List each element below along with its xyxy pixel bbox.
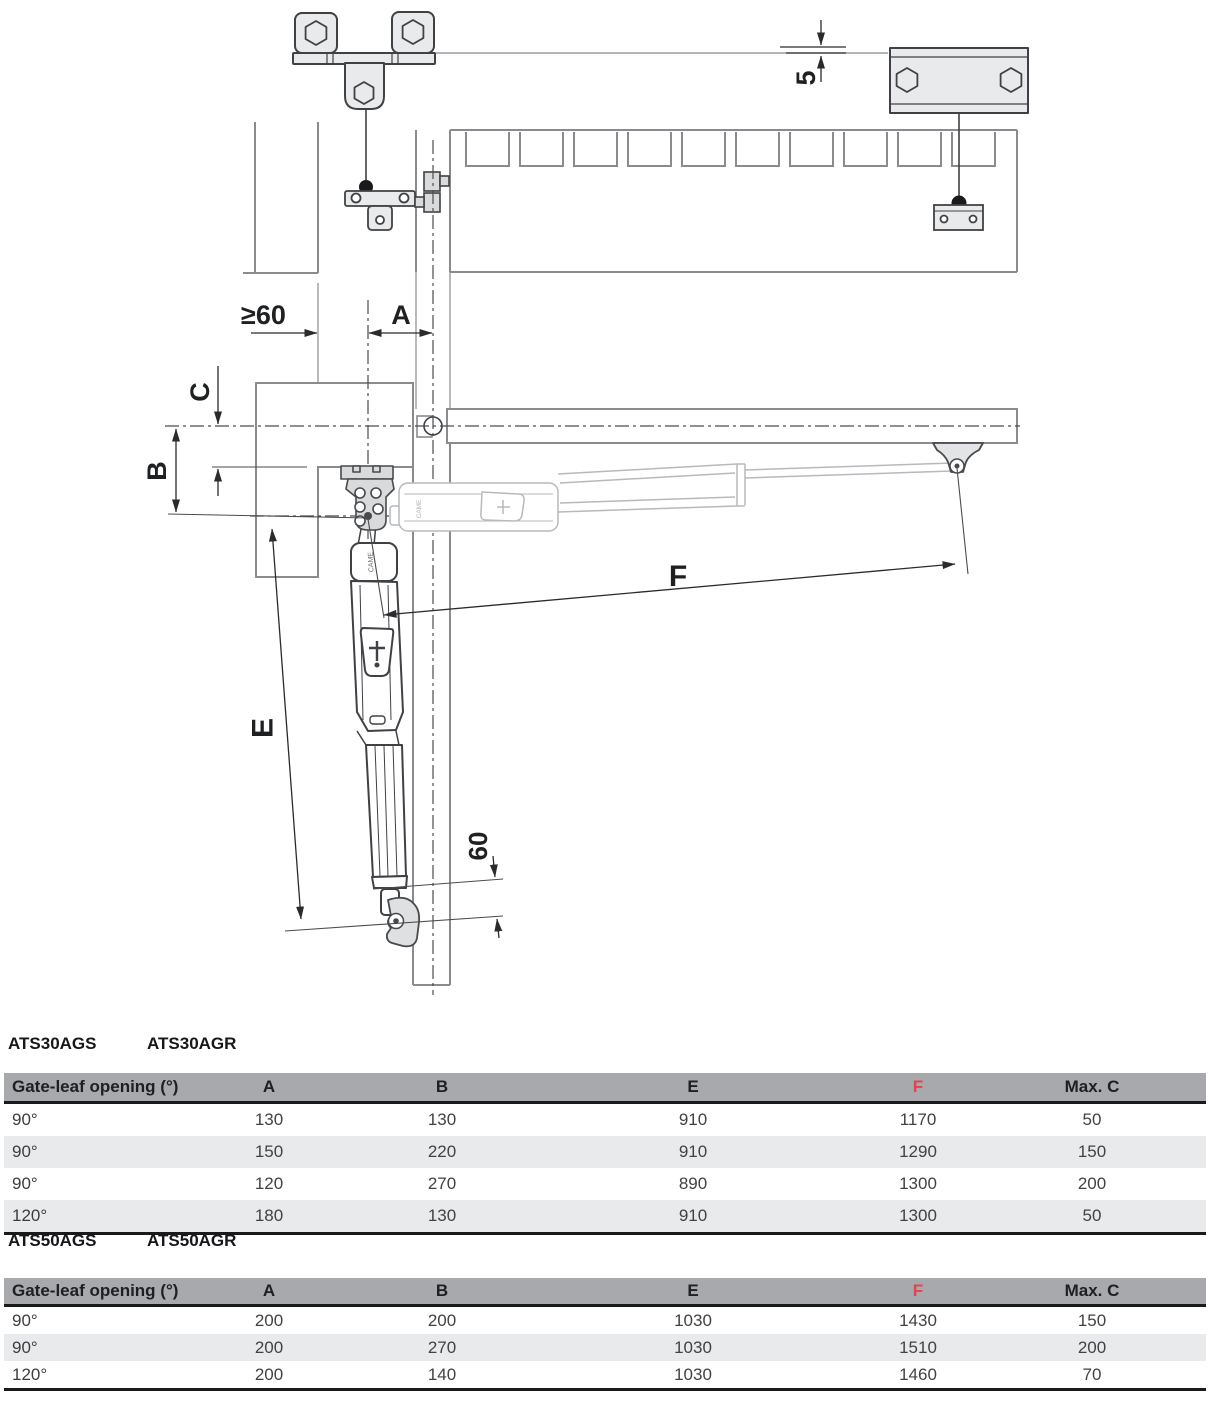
table-header-row: [4, 1073, 1206, 1103]
cell-max-c: 150: [1077, 1310, 1107, 1330]
col-header-opening: Gate-leaf opening (°): [4, 1278, 182, 1306]
cell-opening: 90°: [4, 1334, 182, 1361]
dim-60-label: 60: [463, 831, 493, 861]
col-header-e: E: [528, 1278, 858, 1306]
dim-b-label: B: [142, 461, 172, 481]
front-bracket-leader: [359, 109, 373, 194]
cell-f: 1290: [858, 1136, 978, 1168]
cell-b: 130: [427, 1110, 457, 1129]
cell-max-c: 70: [1082, 1364, 1102, 1384]
table-row: [4, 1136, 1206, 1168]
cell-a: 200: [254, 1310, 284, 1330]
cell-b: 130: [356, 1200, 528, 1234]
col-header-b: B: [356, 1278, 528, 1306]
cell-a: 130: [254, 1110, 284, 1129]
post-bracket: [345, 191, 415, 230]
col-header-b: B: [356, 1073, 528, 1103]
cell-opening: 120°: [12, 1364, 48, 1384]
extension-lines: [168, 467, 968, 931]
rear-bracket-plan: [933, 443, 983, 473]
gate-post: [243, 122, 318, 273]
center-lines: [165, 140, 1020, 995]
cell-max-c: 150: [978, 1136, 1206, 1168]
col-header-a: A: [182, 1278, 356, 1306]
cell-opening: 90°: [12, 1174, 38, 1193]
cell-max-c: 50: [978, 1200, 1206, 1234]
cell-f: 1510: [858, 1334, 978, 1361]
cell-e: 890: [678, 1174, 708, 1193]
cell-max-c: 200: [1077, 1174, 1107, 1193]
cell-b: 140: [427, 1364, 457, 1384]
dim-c-label: C: [185, 382, 215, 402]
cell-b: 200: [427, 1310, 457, 1330]
spec-table-ats30: [4, 1073, 1206, 1235]
table-row: [4, 1103, 1206, 1137]
table-row: [4, 1200, 1206, 1234]
cell-a: 150: [182, 1136, 356, 1168]
dim-60-arrow-top: [493, 856, 495, 877]
cell-e: 910: [528, 1136, 858, 1168]
cell-opening: 90°: [12, 1310, 38, 1330]
table-row: [4, 1361, 1206, 1390]
model-title-ats50ags: ATS50AGS: [8, 1231, 97, 1250]
model-title-ats50agr: ATS50AGR: [147, 1231, 237, 1250]
cell-b: 270: [427, 1174, 457, 1193]
cell-a: 120: [254, 1174, 284, 1193]
actuator-open: [351, 524, 407, 915]
dim-min60-label: ≥60: [241, 300, 286, 330]
dim-a-label: A: [391, 300, 411, 330]
table-row: [4, 1168, 1206, 1200]
front-bracket-assembly: [293, 12, 435, 109]
table-row: [4, 1334, 1206, 1361]
model-title-ats30ags: ATS30AGS: [8, 1034, 97, 1053]
col-header-a: A: [182, 1073, 356, 1103]
col-header-max-c: Max. C: [978, 1073, 1206, 1103]
dim-5-label: 5: [791, 70, 821, 86]
col-header-max-c: Max. C: [978, 1278, 1206, 1306]
cell-f: 1300: [899, 1174, 937, 1193]
col-header-e: E: [528, 1073, 858, 1103]
cell-e: 1030: [674, 1364, 712, 1384]
cell-opening: 120°: [4, 1200, 182, 1234]
col-header-f: F: [858, 1278, 978, 1306]
cell-b: 220: [356, 1136, 528, 1168]
cell-b: 270: [356, 1334, 528, 1361]
brand-text-ghost: CAME: [416, 499, 423, 519]
cell-e: 910: [528, 1200, 858, 1234]
cell-a: 180: [182, 1200, 356, 1234]
balusters: [466, 132, 995, 166]
cell-f: 1430: [899, 1310, 937, 1330]
hinge-hardware: [415, 172, 449, 212]
col-header-opening: Gate-leaf opening (°): [4, 1073, 182, 1103]
cell-opening: 90°: [12, 1110, 38, 1129]
cell-f: 1170: [899, 1110, 937, 1129]
dim-f-label: F: [668, 560, 688, 593]
table-header-row: [4, 1278, 1206, 1306]
actuator-closed-ghost: [390, 463, 952, 531]
cell-max-c: 50: [1082, 1110, 1102, 1129]
model-title-ats30agr: ATS30AGR: [147, 1034, 237, 1053]
cell-f: 1300: [858, 1200, 978, 1234]
spec-table-ats50: [4, 1278, 1206, 1391]
cell-e: 910: [678, 1110, 708, 1129]
cell-max-c: 200: [978, 1334, 1206, 1361]
col-header-f: F: [858, 1073, 978, 1103]
brand-text-open: CAME: [367, 551, 376, 573]
cell-a: 200: [254, 1364, 284, 1384]
cell-e: 1030: [528, 1334, 858, 1361]
cell-f: 1460: [899, 1364, 937, 1384]
rear-bracket-leader: [952, 113, 967, 211]
cell-opening: 90°: [4, 1136, 182, 1168]
dim-60-arrow-bottom: [497, 919, 499, 938]
cell-a: 200: [182, 1334, 356, 1361]
dim-e-label: E: [246, 717, 280, 739]
cell-e: 1030: [674, 1310, 712, 1330]
gate-bracket-plate: [934, 205, 983, 230]
front-bracket-plan: [341, 466, 394, 530]
table-row: [4, 1306, 1206, 1335]
rear-bracket-plate: [890, 48, 1028, 113]
